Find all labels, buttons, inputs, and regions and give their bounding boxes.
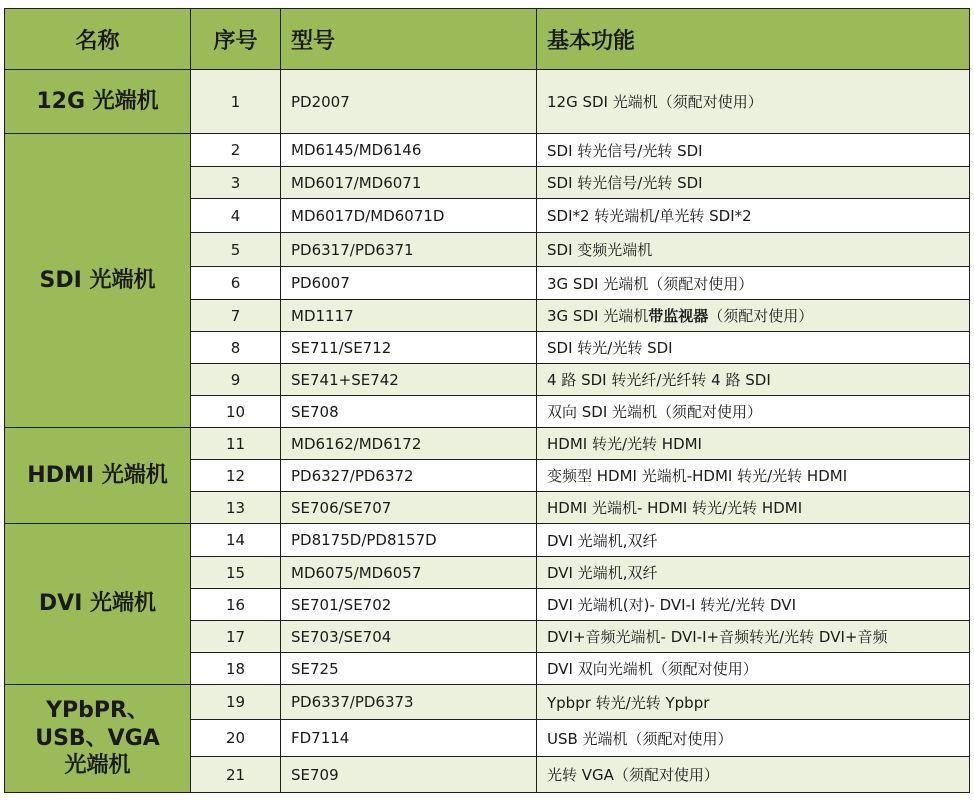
row-function: HDMI 光端机- HDMI 转光/光转 HDMI [537,492,970,524]
table-row [5,685,970,720]
row-model: SE725 [281,653,537,685]
row-function: HDMI 转光/光转 HDMI [537,428,970,460]
row-number: 19 [191,685,281,720]
row-number: 13 [191,492,281,524]
row-function: DVI 光端机,双纤 [537,557,970,589]
row-number: 10 [191,396,281,428]
row-function: 12G SDI 光端机（须配对使用） [537,70,970,134]
group-hdmi: HDMI 光端机 [5,428,191,524]
row-model: FD7114 [281,720,537,757]
row-number: 1 [191,70,281,134]
row-number: 7 [191,300,281,332]
row-model: SE741+SE742 [281,364,537,396]
row-number: 17 [191,621,281,653]
row-function: 4 路 SDI 转光纤/光纤转 4 路 SDI [537,364,970,396]
row-function: Ypbpr 转光/光转 Ypbpr [537,685,970,720]
row-function: 3G SDI 光端机（须配对使用） [537,267,970,300]
row-function: DVI 光端机(对)- DVI-I 转光/光转 DVI [537,589,970,621]
row-model: PD6317/PD6371 [281,233,537,267]
row-number: 3 [191,167,281,199]
header-function: 基本功能 [537,9,970,70]
row-number: 18 [191,653,281,685]
row-function: 双向 SDI 光端机（须配对使用） [537,396,970,428]
row-function: SDI 变频光端机 [537,233,970,267]
group-dvi: DVI 光端机 [5,524,191,685]
group-line: YPbPR、 [46,698,149,724]
group-ypbpr-usb-vga [5,685,191,793]
row-number: 12 [191,460,281,492]
table-row [5,70,970,134]
function-text: 3G SDI 光端机 [547,307,649,325]
row-model: MD6017/MD6071 [281,167,537,199]
table-row [5,134,970,167]
row-function: 光转 VGA（须配对使用） [537,757,970,793]
row-number: 20 [191,720,281,757]
row-function: SDI 转光信号/光转 SDI [537,134,970,167]
row-model: PD6337/PD6373 [281,685,537,720]
row-model: PD6007 [281,267,537,300]
row-number: 9 [191,364,281,396]
row-number: 8 [191,332,281,364]
row-model: SE706/SE707 [281,492,537,524]
row-function: DVI 光端机,双纤 [537,524,970,557]
row-model: MD6017D/MD6071D [281,199,537,233]
table-row [5,524,970,557]
header-name: 名称 [5,9,191,70]
row-number: 14 [191,524,281,557]
row-model: SE703/SE704 [281,621,537,653]
row-number: 4 [191,199,281,233]
product-table [4,8,970,793]
row-model: PD6327/PD6372 [281,460,537,492]
row-number: 2 [191,134,281,167]
row-number: 5 [191,233,281,267]
row-function: 变频型 HDMI 光端机-HDMI 转光/光转 HDMI [537,460,970,492]
row-function: SDI 转光/光转 SDI [537,332,970,364]
row-model: MD6162/MD6172 [281,428,537,460]
row-number: 16 [191,589,281,621]
row-model: MD6145/MD6146 [281,134,537,167]
table-row [5,428,970,460]
row-number: 11 [191,428,281,460]
row-model: MD6075/MD6057 [281,557,537,589]
group-sdi: SDI 光端机 [5,134,191,428]
function-highlight: 带监视器 [648,307,709,325]
row-function: USB 光端机（须配对使用） [537,720,970,757]
function-note: （须配对使用） [708,307,814,325]
row-function: DVI 双向光端机（须配对使用） [537,653,970,685]
row-function: SDI 转光信号/光转 SDI [537,167,970,199]
row-function: DVI+音频光端机- DVI-I+音频转光/光转 DVI+音频 [537,621,970,653]
group-line: USB、VGA [35,725,160,751]
row-model: PD8175D/PD8157D [281,524,537,557]
row-model: PD2007 [281,70,537,134]
row-function [537,300,970,332]
row-model: SE711/SE712 [281,332,537,364]
row-number: 6 [191,267,281,300]
table-header-row [5,9,970,70]
header-model: 型号 [281,9,537,70]
group-12g: 12G 光端机 [5,70,191,134]
row-model: SE701/SE702 [281,589,537,621]
group-line: 光端机 [64,753,131,779]
row-number: 21 [191,757,281,793]
row-model: MD1117 [281,300,537,332]
row-function: SDI*2 转光端机/单光转 SDI*2 [537,199,970,233]
row-number: 15 [191,557,281,589]
row-model: SE708 [281,396,537,428]
row-model: SE709 [281,757,537,793]
header-number: 序号 [191,9,281,70]
